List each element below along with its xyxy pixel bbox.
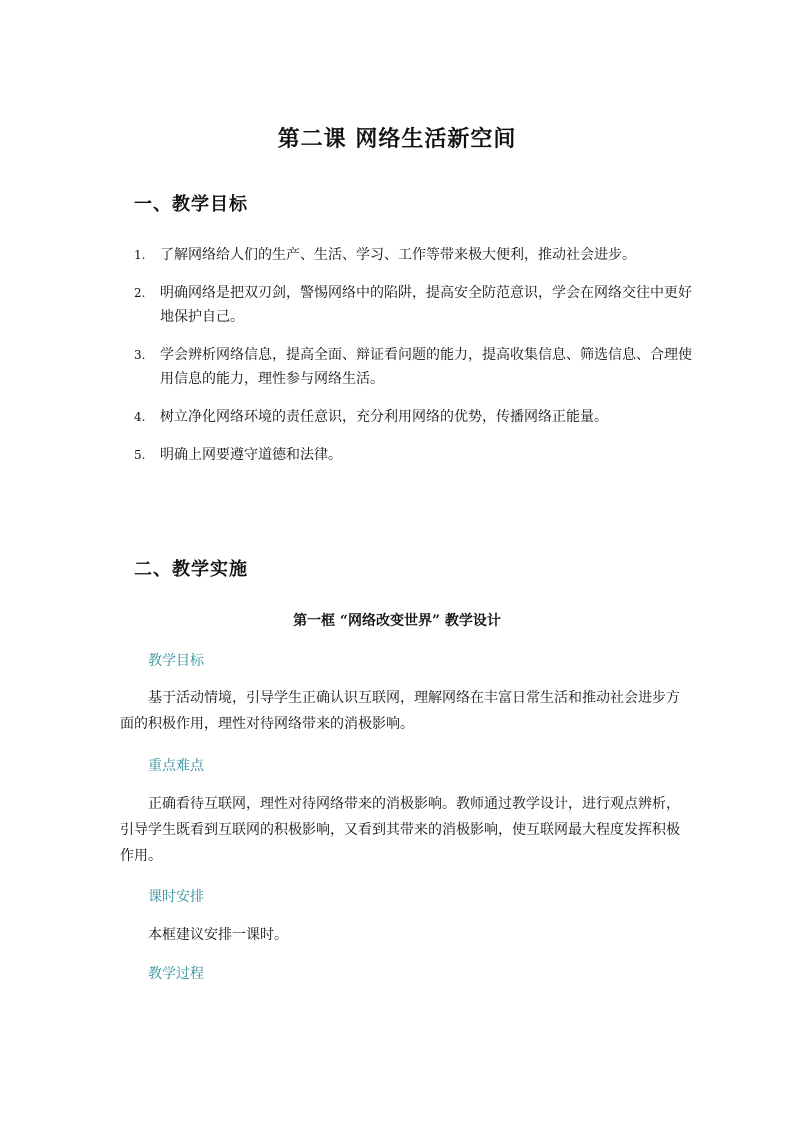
list-item-text: 树立净化网络环境的责任意识，充分利用网络的优势，传播网络正能量。	[160, 409, 608, 425]
lesson-title: 第二课 网络生活新空间	[277, 126, 517, 152]
list-item-number: 4.	[134, 410, 146, 424]
paragraph-schedule: 本框建议安排一课时。	[148, 927, 288, 943]
list-item-number: 3.	[134, 348, 146, 362]
paragraph-key-points: 正确看待互联网，理性对待网络带来的消极影响。教师通过教学设计，进行观点辨析，引导学生既看到互联网的积极影响，又看到其带来的消极影响，使互联网最大程度发挥积极作用。	[120, 796, 680, 864]
list-item-text: 明确上网要遵守道德和法律。	[160, 447, 342, 463]
subheading-key-points: 重点难点	[148, 758, 204, 774]
list-item	[134, 405, 694, 429]
subheading-schedule: 课时安排	[148, 889, 204, 905]
frame-subtitle: 第一框 “网络改变世界” 教学设计	[293, 613, 501, 629]
list-item-number: 2.	[134, 286, 146, 300]
list-item	[134, 343, 694, 391]
list-item-text: 学会辨析网络信息，提高全面、辩证看问题的能力，提高收集信息、筛选信息、合理使用信息的能力，理性参与网络生活。	[160, 347, 692, 387]
subheading-goal: 教学目标	[148, 653, 204, 669]
list-item-text: 明确网络是把双刃剑，警惕网络中的陷阱，提高安全防范意识，学会在网络交往中更好地保护自己。	[160, 285, 692, 325]
list-item	[134, 443, 694, 467]
list-item	[134, 243, 694, 267]
section-heading-implementation: 二、教学实施	[134, 559, 248, 580]
list-item	[134, 281, 694, 329]
list-item-text: 了解网络给人们的生产、生活、学习、工作等带来极大便利，推动社会进步。	[160, 247, 636, 263]
list-item-number: 1.	[134, 248, 146, 262]
subheading-process: 教学过程	[148, 966, 204, 982]
paragraph-goal: 基于活动情境，引导学生正确认识互联网，理解网络在丰富日常生活和推动社会进步方面的积极作用，理性对待网络带来的消极影响。	[120, 690, 680, 732]
list-item-number: 5.	[134, 448, 146, 462]
section-heading-objectives: 一、教学目标	[134, 194, 248, 215]
objectives-list	[134, 243, 694, 481]
